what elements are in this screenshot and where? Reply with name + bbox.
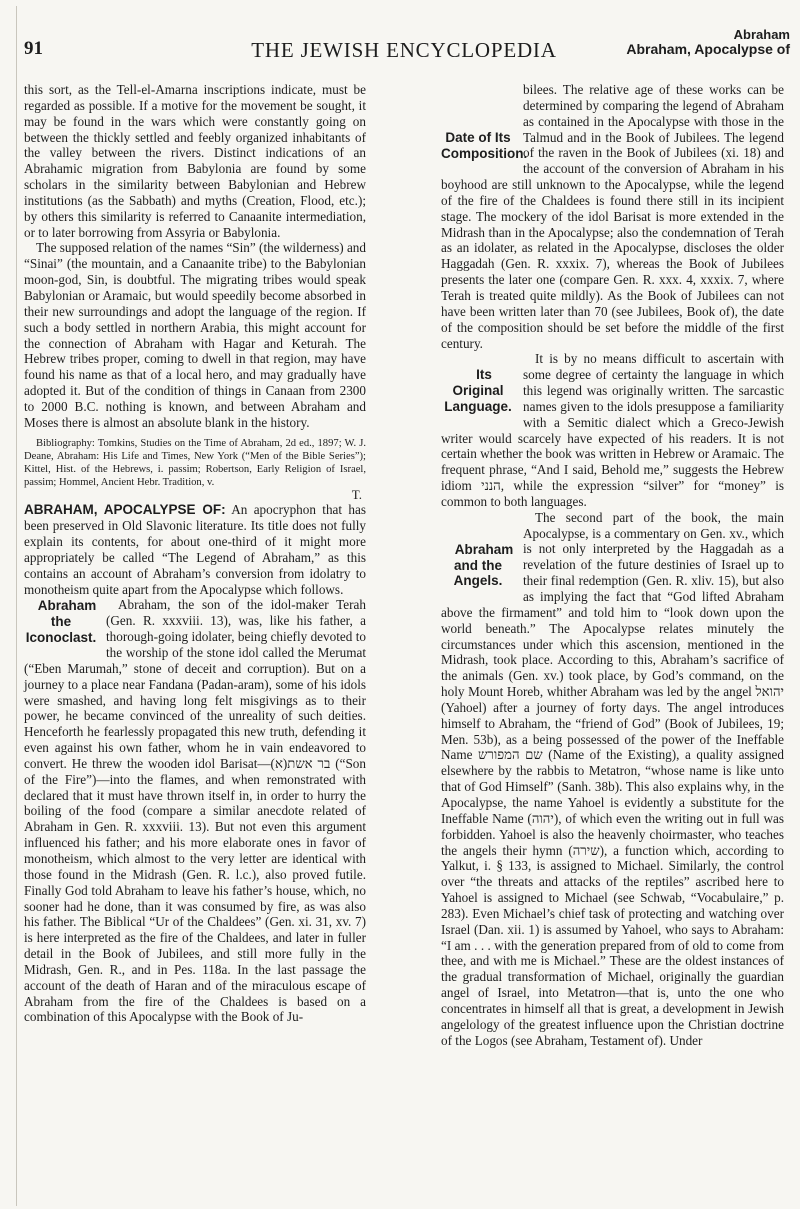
sidehead-date: Date of Its Composition. bbox=[441, 130, 528, 161]
right-paragraph-2 bbox=[441, 351, 784, 509]
right-paragraph-1-text: bilees. The relative age of these works can be determined by comparing the legend of Abraham as contained in the Apocalypse with those in the Talmud and in the Book of Jubilees. The legend of the raven in the Book of Jubilees (xi. 18) and the account of the conversion of Abraham in his boyhood are still unknown to the Apocalypse, while the legend of the fire of the Chaldees is found there still in its incipient stage. The mockery of the idol Barisat is more extended in the Midrash than in the Apocalypse; also the condemnation of Terah as an idolater, as related in the Apocalypse, discloses the older Haggadah (Gen. R. xxxix. 7), whereas the Book of Jubilees presents the later one (compare Gen. R. xxx. 4, xxxix. 7, where Terah is treated quite mildly). As the Book of Jubilees can not have been written later than 70 (see Jubilees, Book of), the date of the composition should be set before the middle of the first century. bbox=[441, 82, 784, 351]
running-title: THE JEWISH ENCYCLOPEDIA bbox=[251, 38, 557, 62]
left-column bbox=[24, 82, 366, 1025]
sidehead-language: Its Original Language. bbox=[444, 367, 512, 414]
left-paragraph-4-text: Abraham, the son of the idol-maker Terah (Gen. R. xxxviii. 13), was, like his father, a thorough-going idolater, being chiefly devoted to the worship of the stone idol called the Merumat (“Eben Marumah,” stone of deceit and corruption). But on a journey to a place near Fandana (Padan-aram), some of his idols were smashed, and having long felt misgivings as to their power, he became convinced of the unreality of such deities. Henceforth he fearlessly propagated this new truth, defending it even against his own father, whom he in vain endeavored to convert. He threw the wooden idol Barisat—(א)בר אשת (“Son of the Fire”)—into the flames, and when remonstrated with declared that it must have thrown itself in, in order to hurry the boiling of the food (compare a similar anecdote related of Abraham in Gen. R. xxxviii. 13). But not even this argument influenced his father; and his more elaborate ones in favor of monotheism, which almost to the very letter are identical with those found in the Midrash (Gen. R. l.c.), also proved futile. Finally God told Abraham to leave his father’s house, which, no sooner had he done, than it was consumed by fire, as was also his father. The Biblical “Ur of the Chaldees” (Gen. xi. 31, xv. 7) is here interpreted as the fire of the Chaldees, and later in fuller detail in the Book of Jubilees, and still more fully in the Midrash, Gen. R., and in Pes. 118a. In the last passage the account of the death of Haran and of the miraculous escape of Abraham from the fire of the Chaldees is based on a combination of this Apocalypse with the Book of Ju- bbox=[24, 597, 366, 1025]
running-head bbox=[626, 28, 790, 56]
right-column bbox=[441, 82, 784, 1048]
right-paragraph-2-text: It is by no means difficult to ascertain with some degree of certainty the language in which this legend was originally written. The sarcastic names given to the idols presuppose a familiarity with a Semitic dialect which a Greco-Jewish writer would scarcely have expected of his readers. It is not certain whether the book was written in Hebrew or Aramaic. The frequent phrase, “And I said, Behold me,” suggests the Hebrew idiom הנני, while the expression “silver” for “money” is common to both languages. bbox=[441, 351, 784, 509]
article-intro bbox=[24, 502, 366, 597]
running-head-line2: Abraham, Apocalypse of bbox=[626, 41, 790, 57]
left-margin-rule bbox=[16, 6, 17, 1206]
sidehead-iconoclast: Abraham the Iconoclast. bbox=[25, 598, 97, 646]
article-intro-text: An apocryphon that has been preserved in Old Slavonic literature. Its title does not fully explain its contents, for about one-third of it might more appropriately be called “The Legend of Abraham,” as this contains an account of Abraham’s conversion from idolatry to monotheism quite apart from the Apocalypse which follows. bbox=[24, 502, 366, 597]
article-title: ABRAHAM, APOCALYPSE OF: bbox=[24, 502, 226, 518]
left-paragraph-1: this sort, as the Tell-el-Amarna inscriptions indicate, must be regarded as possible. If a motive for the movement be sought, it may be found in the wars which were constantly going on between the thickly settled and feebly organized inhabitants of the valley between the rivers. Distinct indications of an Abrahamic migration from Babylonia are found by some scholars in the similarity between Babylonian and Hebrew institutions (as the Sabbath) and myths (Creation, Flood, etc.); by others this similarity is referred to Canaanite intermediation, or to later borrowing from Assyria or Babylonia. bbox=[24, 82, 366, 240]
left-paragraph-4 bbox=[24, 597, 366, 1025]
left-paragraph-2: The supposed relation of the names “Sin” (the wilderness) and “Sinai” (the mountain, and a Canaanite tribe) to the Babylonian moon-god, Sin, is doubtful. The migrating tribes would speak Babylonian or Aramaic, but would speedily become absorbed in their new surroundings and adopt the language of the region. If such a body settled in northern Arabia, this might account for the connection of Abraham with Hagar and Keturah. The Hebrew tribes proper, coming to dwell in that region, may have found his name as that of a local hero, and may gradually have adopted it. But of the condition of things in Canaan from 2300 to 2000 B.C. nothing is known, and between Abraham and Moses there is almost an absolute blank in the history. bbox=[24, 240, 366, 430]
right-paragraph-3-text: The second part of the book, the main Apocalypse, is a commentary on Gen. xv., which is not only interpreted by the Haggadah as a revelation of the future destinies of Israel up to their final redemption (Gen. R. xliv. 15), but also as implying the fact that “God lifted Abraham above the firmament” and told him to “look down upon the world beneath.” The Apocalypse relates minutely the circumstances under which this ascension, mentioned in the Midrash, took place. According to this, Abraham’s sacrifice of the animals (Gen. xv.) took place, by God’s command, on the holy Mount Horeb, whither Abraham was led by the angel יהואל (Yahoel) after a journey of forty days. The angel introduces himself to Abraham, the “friend of God” (Book of Jubilees, 19; Men. 53b), as a being possessed of the power of the Ineffable Name שם המפורש (Name of the Existing), a quality assigned elsewhere by the rabbis to Metatron, “whose name is like unto that of God Himself” (Sanh. 38b). This also explains why, in the Apocalypse, the name Yahoel is evidently a substitute for the Ineffable Name (יהוה), of which even the writing out in full was forbidden. Yahoel is also the heavenly choirmaster, who teaches the angels their hymn (שירה), a function which, according to Yalkut, i. § 133, is assigned to Michael. Similarly, the control over “the threats and attacks of the reptiles” ascribed here to Yahoel is assigned to Michael (see Schwab, “Vocabulaire,” p. 283). Even Michael’s chief task of protecting and watching over Israel (Dan. xii. 1) is assumed by Yahoel, who says to Abraham: “I am . . . with the generation prepared from of old to come from thee, and with me is Michael.” These are the oldest instances of the gradual transformation of Michael, originally the guardian angel of Israel, into Metatron—that is, unto the one who concentrates in himself all that is great, a development in Jewish angelology of the greatest influence upon the Christian doctrine of the Logos (see Abraham, Testament of). Under bbox=[441, 509, 785, 1048]
author-signature: T. bbox=[351, 486, 362, 502]
right-paragraph-1 bbox=[441, 82, 784, 351]
right-paragraph-3 bbox=[441, 510, 784, 1049]
page-number: 91 bbox=[24, 38, 43, 59]
sidehead-angels: Abraham and the Angels. bbox=[453, 541, 514, 589]
page-header bbox=[18, 4, 790, 60]
bibliography: Bibliography: Tomkins, Studies on the Time of Abraham, 2d ed., 1897; W. J. Deane, Abraham: His Life and Times, New York (“Men of the Bible Series”); Kittel, Hist. of the Hebrews, i. passim; Robertson, Early Religion of Israel, passim; Hommel, Ancient Hebr. Tradition, v. bbox=[24, 437, 366, 488]
running-head-line1: Abraham bbox=[733, 27, 790, 42]
